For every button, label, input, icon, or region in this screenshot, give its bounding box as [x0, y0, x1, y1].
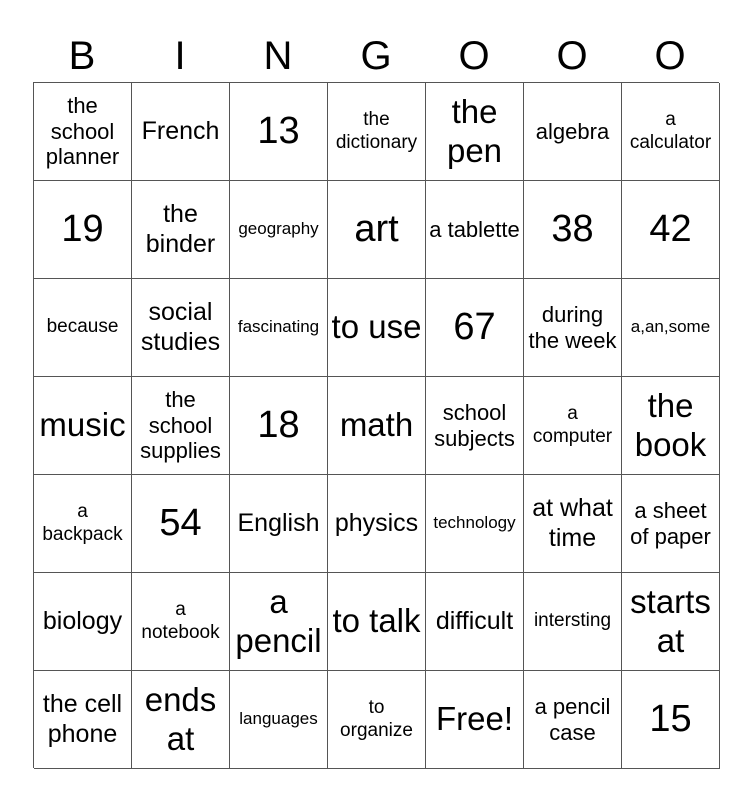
bingo-cell: the school planner — [34, 83, 132, 181]
bingo-cell: music — [34, 377, 132, 475]
free-space-cell: Free! — [426, 671, 524, 769]
header-letter-o-3: O — [654, 34, 686, 78]
header-letter-n: N — [263, 34, 293, 78]
bingo-header — [33, 30, 719, 82]
bingo-cell: the dictionary — [328, 83, 426, 181]
bingo-cell: physics — [328, 475, 426, 573]
bingo-cell: 67 — [426, 279, 524, 377]
header-letter-b: B — [68, 34, 96, 78]
bingo-cell: a pencil — [230, 573, 328, 671]
bingo-cell: fascinating — [230, 279, 328, 377]
bingo-cell: 19 — [34, 181, 132, 279]
header-letter-o-2: O — [556, 34, 588, 78]
bingo-cell: difficult — [426, 573, 524, 671]
bingo-cell: 15 — [622, 671, 720, 769]
bingo-cell: a computer — [524, 377, 622, 475]
bingo-cell: 54 — [132, 475, 230, 573]
bingo-cell: 13 — [230, 83, 328, 181]
bingo-cell: a sheet of paper — [622, 475, 720, 573]
header-letter-o-1: O — [458, 34, 490, 78]
bingo-cell: intersting — [524, 573, 622, 671]
bingo-cell: a notebook — [132, 573, 230, 671]
bingo-cell: a,an,some — [622, 279, 720, 377]
bingo-cell: the school supplies — [132, 377, 230, 475]
bingo-cell: starts at — [622, 573, 720, 671]
bingo-cell: the pen — [426, 83, 524, 181]
bingo-cell: the cell phone — [34, 671, 132, 769]
bingo-cell: math — [328, 377, 426, 475]
bingo-cell: to organize — [328, 671, 426, 769]
bingo-grid — [33, 82, 719, 768]
bingo-cell: the binder — [132, 181, 230, 279]
bingo-cell: algebra — [524, 83, 622, 181]
bingo-cell: ends at — [132, 671, 230, 769]
bingo-cell: school subjects — [426, 377, 524, 475]
bingo-cell: 18 — [230, 377, 328, 475]
bingo-cell: because — [34, 279, 132, 377]
bingo-cell: art — [328, 181, 426, 279]
bingo-cell: 42 — [622, 181, 720, 279]
bingo-cell: during the week — [524, 279, 622, 377]
bingo-cell: a backpack — [34, 475, 132, 573]
bingo-cell: a pencil case — [524, 671, 622, 769]
bingo-cell: the book — [622, 377, 720, 475]
bingo-cell: languages — [230, 671, 328, 769]
bingo-cell: 38 — [524, 181, 622, 279]
bingo-cell: social studies — [132, 279, 230, 377]
bingo-cell: biology — [34, 573, 132, 671]
bingo-cell: to use — [328, 279, 426, 377]
bingo-cell: at what time — [524, 475, 622, 573]
header-letter-g: G — [360, 34, 392, 78]
bingo-cell: a tablette — [426, 181, 524, 279]
bingo-cell: French — [132, 83, 230, 181]
bingo-cell: a calculator — [622, 83, 720, 181]
bingo-cell: to talk — [328, 573, 426, 671]
bingo-cell: English — [230, 475, 328, 573]
bingo-cell: geography — [230, 181, 328, 279]
header-letter-i: I — [174, 34, 186, 78]
bingo-cell: technology — [426, 475, 524, 573]
